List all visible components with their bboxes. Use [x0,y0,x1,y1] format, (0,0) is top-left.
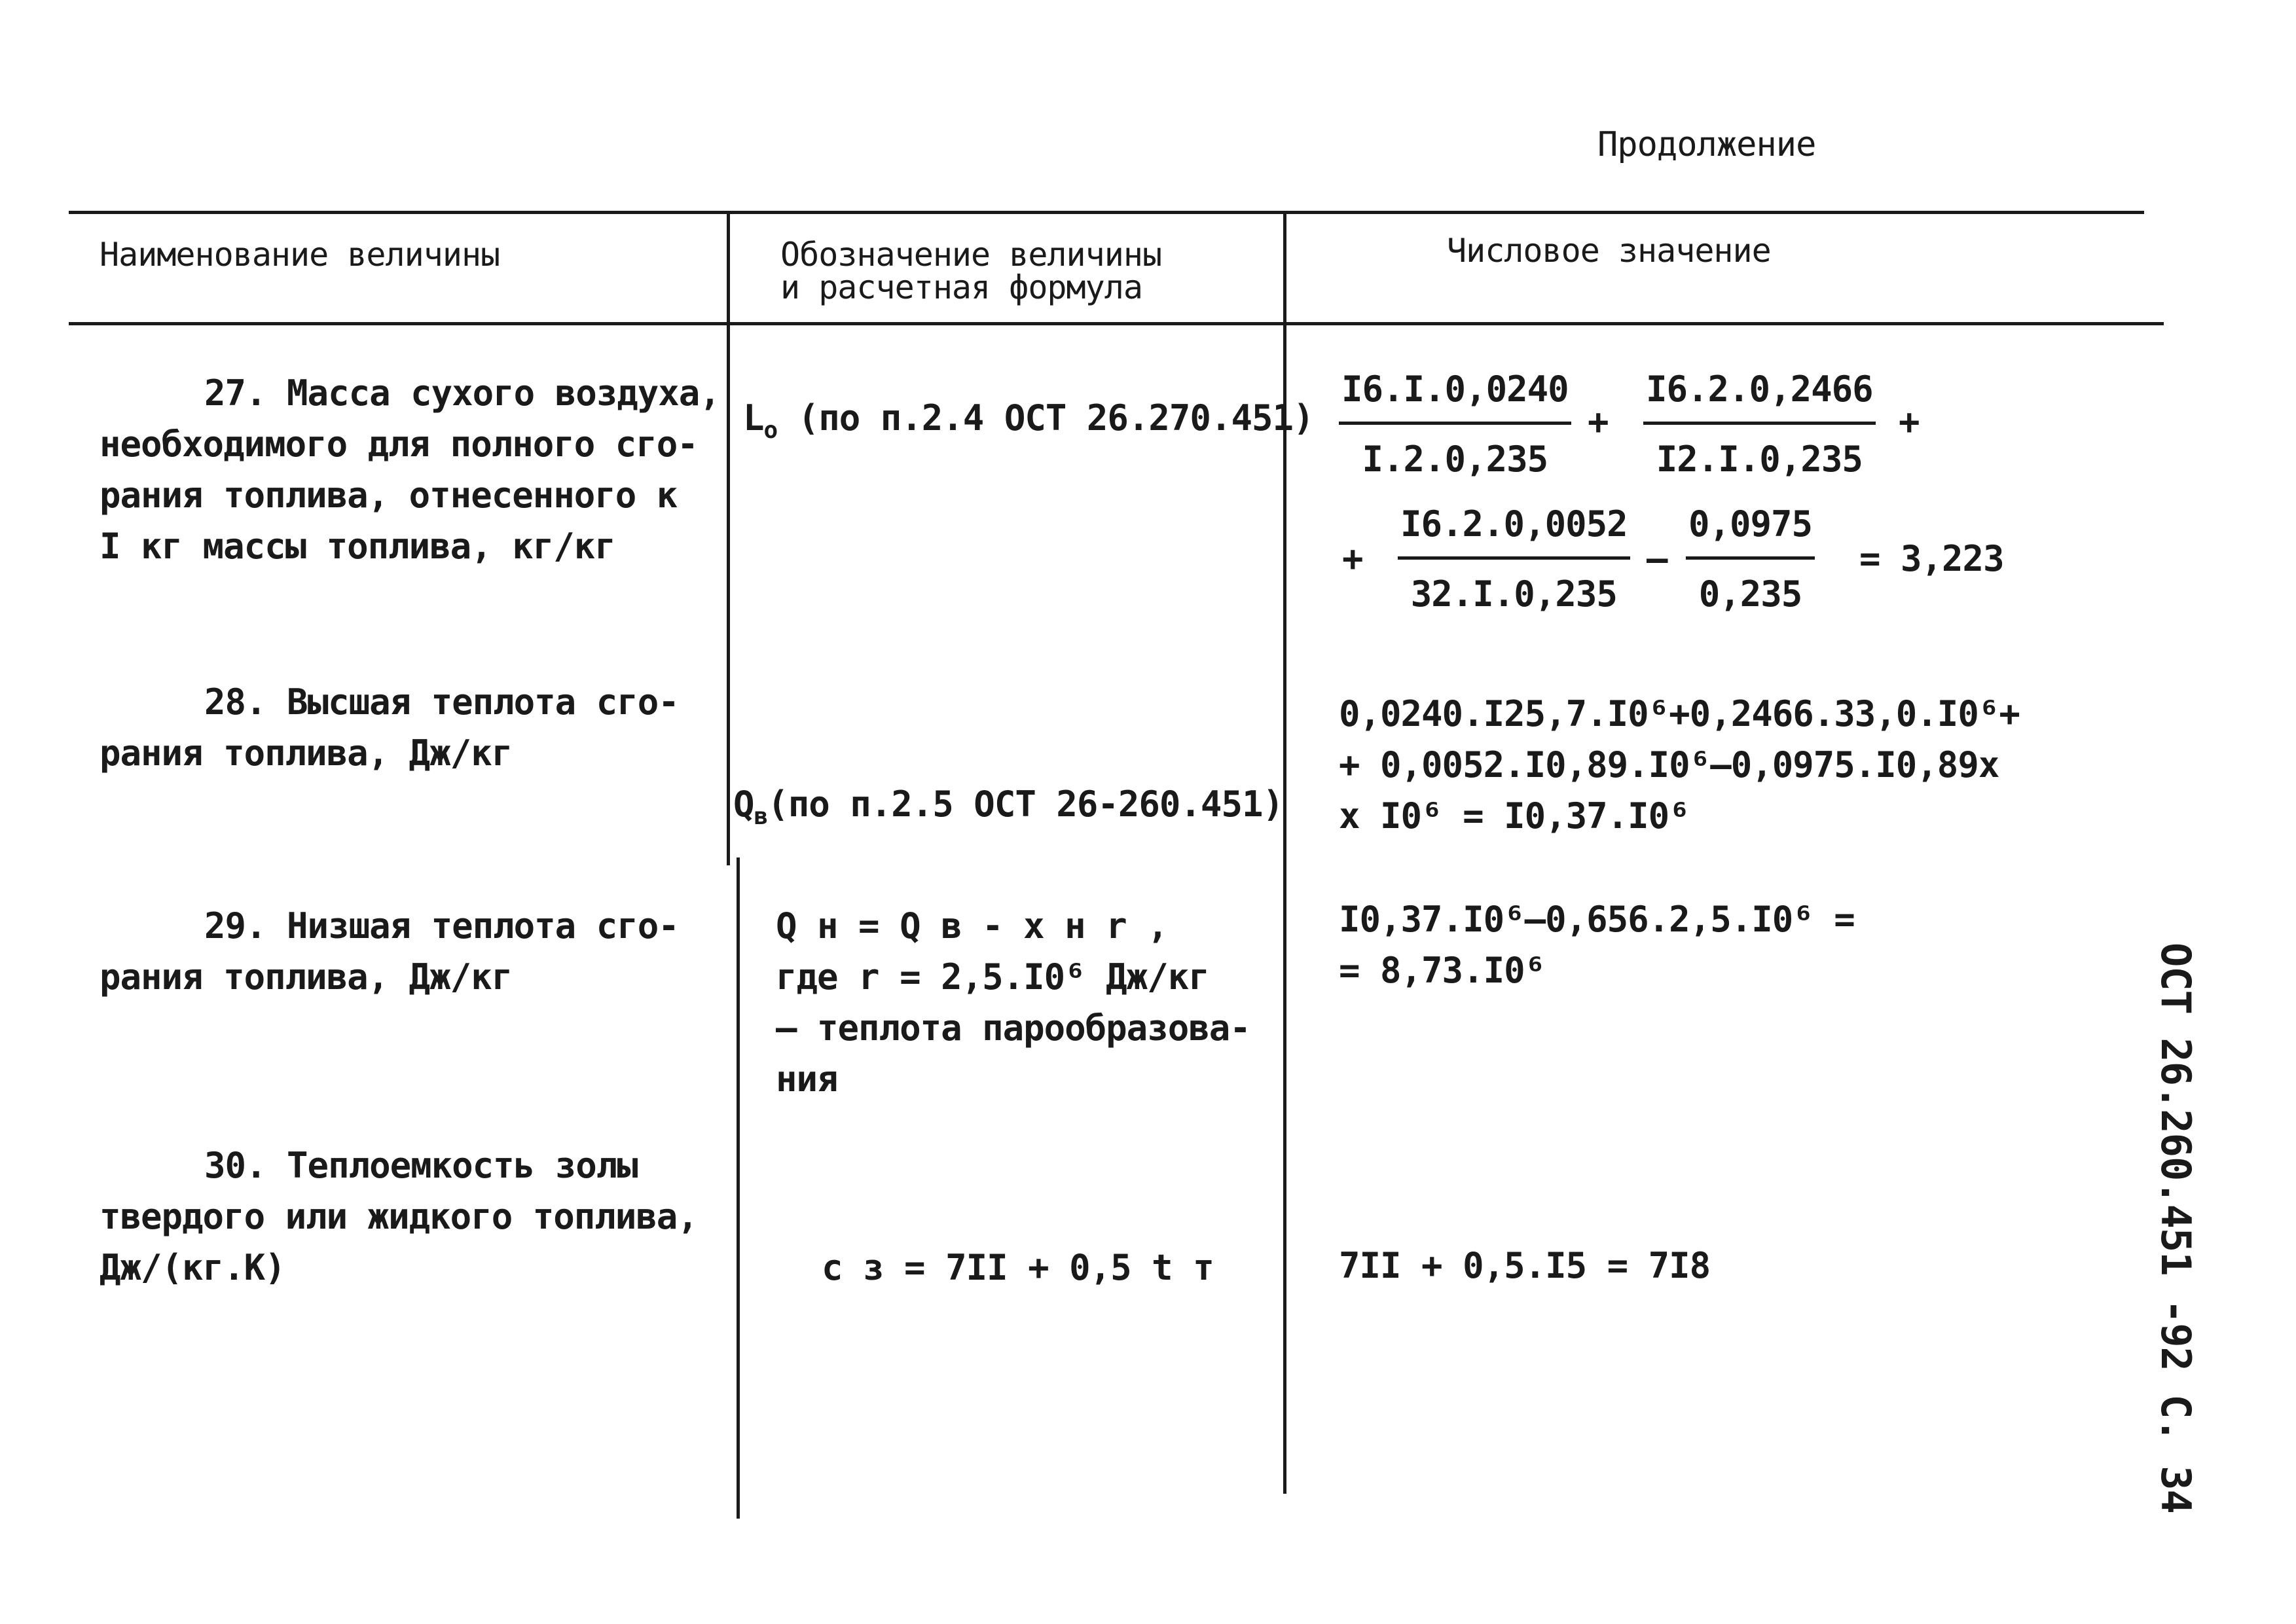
row-27-fraction-3-numerator: I6.2.0,0052 [1398,499,1630,560]
row-28-name-line-1: 28. Высшая теплота сго- [204,681,679,723]
row-30-formula: c з = 7II + 0,5 t т [822,1247,1214,1288]
row-28-name-line-2: рания топлива, Дж/кг [100,732,513,774]
row-27-operator-3: + [1342,538,1363,579]
row-27-operator-1: + [1588,401,1609,442]
row-27-fraction-4-numerator: 0,0975 [1686,499,1815,560]
row-27-fraction-1-denominator: I.2.0,235 [1362,439,1548,480]
row-27-operator-4: – [1647,538,1667,579]
row-29-value-line-1: I0,37.I0⁶–0,656.2,5.I0⁶ = [1339,899,1855,940]
row-27-fraction-1-numerator: I6.I.0,0240 [1339,364,1571,425]
row-30-name-line-1: 30. Теплоемкость золы [204,1145,638,1186]
row-30-name-line-2: твердого или жидкого топлива, [100,1196,698,1237]
row-30-value: 7II + 0,5.I5 = 7I8 [1339,1245,1711,1286]
column-divider-1 [727,211,730,865]
row-27-name-line-2: необходимого для полного сго- [100,424,698,465]
row-29-formula-line-1: Q н = Q в - x н r , [776,905,1168,947]
row-27-fraction-3 [1398,499,1630,620]
row-28-symbol-sub: в [754,803,768,830]
row-28-formula [733,779,1283,830]
header-formula-line-2: и расчетная формула [780,268,1142,306]
row-27-fraction-2 [1643,364,1876,485]
row-27-formula-ref: (по п.2.4 ОСТ 26.270.451) [797,397,1314,439]
row-27-name-line-1: 27. Масса сухого воздуха, [204,372,720,414]
row-27-result: = 3,223 [1859,538,2004,579]
row-30-name-line-3: Дж/(кг.К) [100,1247,285,1288]
row-27-fraction-4-denominator: 0,235 [1698,573,1802,615]
header-name-column: Наименование величины [100,236,500,274]
row-27-formula [743,393,1314,444]
header-bottom-rule [69,322,2164,325]
row-27-operator-2: + [1899,401,1920,442]
row-27-fraction-3-denominator: 32.I.0,235 [1410,573,1617,615]
row-29-name-line-1: 29. Низшая теплота сго- [204,905,679,947]
row-27-fraction-2-denominator: I2.I.0,235 [1656,439,1863,480]
row-27-symbol: L [743,397,764,439]
row-29-value-line-2: = 8,73.I0⁶ [1339,950,1546,991]
row-27-name-line-3: рания топлива, отнесенного к [100,475,678,516]
continuation-label: Продолжение [1597,125,1816,164]
header-value-column: Числовое значение [1447,232,1771,270]
row-28-symbol: Q [733,784,754,825]
header-formula-line-1: Обозначение величины [780,236,1162,274]
row-27-name-line-4: I кг массы топлива, кг/кг [100,526,615,567]
row-27-fraction-2-numerator: I6.2.0,2466 [1643,364,1876,425]
row-28-formula-ref: (по п.2.5 ОСТ 26-260.451) [767,784,1283,825]
row-27-fraction-4 [1686,499,1815,620]
row-29-name-line-2: рания топлива, Дж/кг [100,956,513,998]
row-28-value-line-3: x I0⁶ = I0,37.I0⁶ [1339,795,1690,837]
row-28-value-line-1: 0,0240.I25,7.I0⁶+0,2466.33,0.I0⁶+ [1339,693,2020,734]
row-29-formula-line-4: ния [776,1058,838,1100]
row-29-formula-line-3: – теплота парообразова- [776,1007,1250,1049]
table-top-rule [69,211,2144,214]
column-divider-1-lower [737,857,740,1519]
row-29-formula-line-2: где r = 2,5.I0⁶ Дж/кг [776,956,1209,998]
row-28-value-line-2: + 0,0052.I0,89.I0⁶–0,0975.I0,89x [1339,744,1999,785]
document-side-label: ОСТ 26.260.451 -92 С. 34 [2152,943,2200,1513]
row-27-fraction-1 [1339,364,1571,485]
row-27-symbol-sub: о [763,417,778,444]
